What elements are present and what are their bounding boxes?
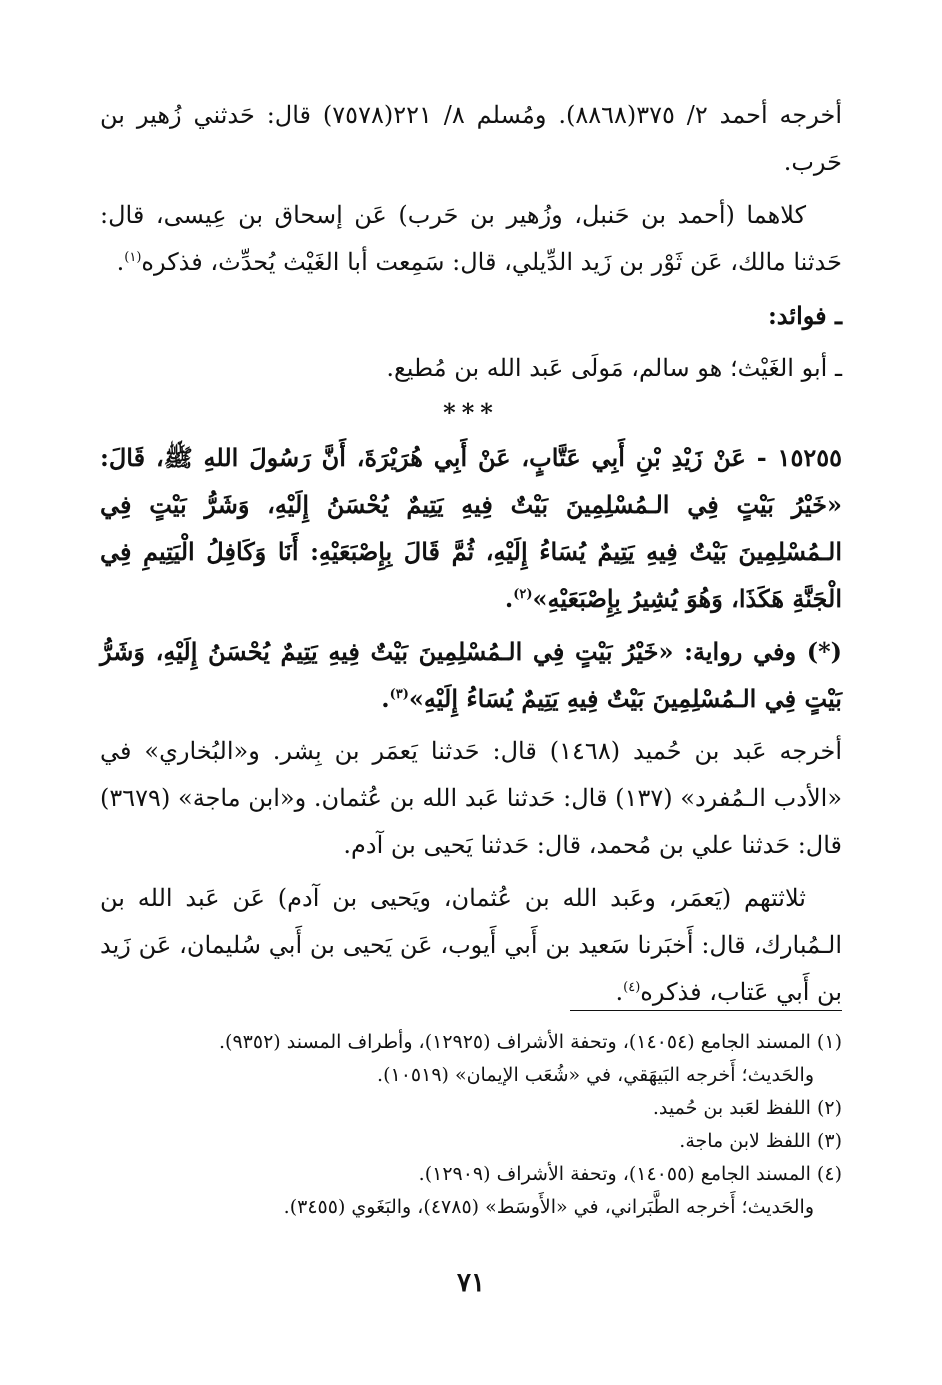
chain-end-2: . [615,978,624,1006]
riwaya-variant [100,628,842,722]
chain-text-2: ثلاثتهم (يَعمَر، وعَبد الله بن عُثمان، ويَحيى بن آدم) عَن عَبد الله بن الـمُبارك، قال: أَخبَرنا سَعيد بن أَبي أَيوب، عَن يَحيى بن أَبي سُليمان، عَن زَيد بن أَبي عَتاب، فذكره [100,884,842,1006]
chain-paragraph-1 [100,192,842,286]
fawaid-item: ـ أبو الغَيْث؛ هو سالم، مَولَى عَبد الله بن مُطيع. [386,354,842,382]
footnote-ref-2[interactable]: (٢) [513,587,533,602]
chain-text: كلاهما (أحمد بن حَنبل، وزُهير بن حَرب) عَن إسحاق بن عِيسى، قال: حَدثنا مالك، عَن ثَوْر بن زَيد الدِّيلي، قال: سَمِعت أبا الغَيْث يُحدِّث، فذكره [100,201,842,276]
main-text-block [100,92,842,1022]
footnote-4: (٤) المسند الجامع (١٤٠٥٥)، وتحفة الأشراف (١٢٩٠٩). [418,1163,842,1185]
footnotes-block [100,1026,842,1224]
section-divider-stars: *** [443,398,499,427]
takhrij-paragraph-2: أخرجه عَبد بن حُميد (١٤٦٨) قال: حَدثنا يَعمَر بن بِشر. و«البُخاري» في «الأدب الـمُفرد» (١٣٧) قال: حَدثنا عَبد الله بن عُثمان. و«ابن ماجة» (٣٦٧٩) قال: حَدثنا علي بن مُحمد، قال: حَدثنا يَحيى بن آدم. [100,737,842,859]
footnote-4-continuation: والحَديث؛ أَخرجه الطَّبَراني، في «الأَوسَط» (٤٧٨٥)، والبَغَوي (٣٤٥٥). [283,1196,814,1218]
footnote-1: (١) المسند الجامع (١٤٠٥٤)، وتحفة الأشراف (١٢٩٢٥)، وأطراف المسند (٩٣٥٢). [219,1031,842,1053]
chain-end: . [116,248,125,276]
footnote-ref-1[interactable]: (١) [124,250,142,265]
footnote-ref-4[interactable]: (٤) [623,980,641,995]
fawaid-heading: ـ فوائد: [767,301,842,330]
takhrij-paragraph-1: أخرجه أحمد ٢/ ٣٧٥(٨٨٦٨). ومُسلم ٨/ ٢٢١(٧٥٧٨) قال: حَدثني زُهير بن حَرب. [100,101,843,176]
chain-paragraph-2 [100,875,842,1016]
footnote-1-continuation: والحَديث؛ أَخرجه البَيهَقي، في «شُعَب الإيمان» (١٠٥١٩). [377,1064,814,1086]
footnote-2: (٢) اللفظ لعَبد بن حُميد. [652,1097,842,1119]
page-number: ٧١ [457,1268,485,1298]
footnote-separator [570,1010,842,1011]
footnote-3: (٣) اللفظ لابن ماجة. [679,1130,842,1152]
riwaya-end: . [381,684,390,713]
hadith-15255 [100,434,842,622]
hadith-end: . [504,584,514,613]
footnote-ref-3[interactable]: (٣) [389,687,409,702]
hadith-text: ١٥٢٥٥ - عَنْ زَيْدِ بْنِ أَبِي عَتَّابٍ، عَنْ أَبِي هُرَيْرَةَ، أَنَّ رَسُولَ اللهِ ﷺ، قَالَ: «خَيْرُ بَيْتٍ فِي الـمُسْلِمِينَ بَيْتٌ فِيهِ يَتِيمٌ يُحْسَنُ إِلَيْهِ، وَشَرُّ بَيْتٍ فِي الـمُسْلِمِينَ بَيْتٌ فِيهِ يَتِيمٌ يُسَاءُ إِلَيْهِ، ثُمَّ قَالَ بِإِصْبَعَيْهِ: أَنَا وَكَافِلُ الْيَتِيمِ فِي الْجَنَّةِ هَكَذَا، وَهُوَ يُشِيرُ بِإِصْبَعَيْهِ» [100,443,842,613]
riwaya-text: (*) وفي رواية: «خَيْرُ بَيْتٍ فِي الـمُسْلِمِينَ بَيْتٌ فِيهِ يَتِيمٌ يُحْسَنُ إِلَيْهِ، وَشَرُّ بَيْتٍ فِي الـمُسْلِمِينَ بَيْتٌ فِيهِ يَتِيمٌ يُسَاءُ إِلَيْهِ» [100,637,842,713]
